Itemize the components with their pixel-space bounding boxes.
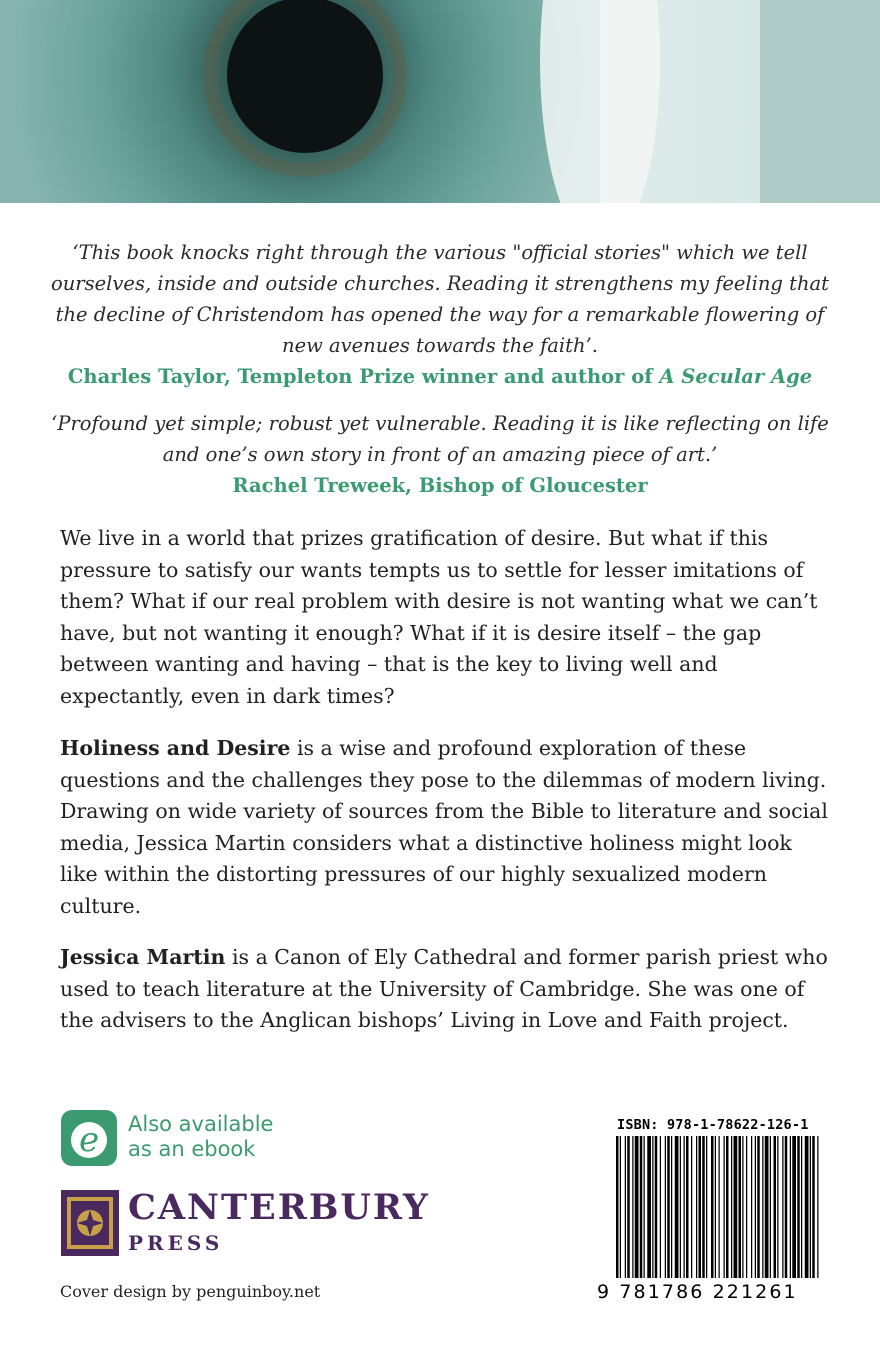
barcode-bar [691, 1136, 692, 1278]
barcode-bar [801, 1136, 802, 1278]
description-paragraph-1: We live in a world that prizes gratification of desire. But what if this pressure to satisfy our wants tempts us to settle for lesser imitations of them? What if our real problem with desire is not wanting what we can’t have, but not wanting it enough? What if it is desire itself – the gap between wanting and having – that is the key to living well and expectantly, even in dark times? [60, 526, 818, 708]
barcode-bar [746, 1136, 747, 1278]
barcode-bar [702, 1136, 705, 1278]
barcode-bar [627, 1136, 630, 1278]
barcode-bar [699, 1136, 702, 1278]
quote-1-author: Charles Taylor, Templeton Prize winner and author of [67, 365, 653, 388]
quote-1-attribution [40, 361, 840, 392]
barcode [616, 1136, 820, 1286]
barcode-bar [686, 1136, 689, 1278]
barcode-bar [742, 1136, 743, 1278]
barcode-bar [665, 1136, 666, 1278]
ebook-line-1: Also available [128, 1112, 274, 1136]
barcode-bar [644, 1136, 645, 1278]
barcode-bar [755, 1136, 756, 1278]
barcode-bar [719, 1136, 720, 1278]
author-bio [60, 942, 830, 1037]
book-title: Holiness and Desire [60, 736, 291, 760]
barcode-bar [711, 1136, 714, 1278]
description-paragraph-2 [60, 733, 830, 922]
barcode-bar [792, 1136, 796, 1278]
isbn-label: ISBN: 978-1-78622-126-1 [617, 1117, 809, 1133]
barcode-bar [696, 1136, 697, 1278]
endorsement-quote-2 [40, 408, 840, 501]
quote-1-text: ‘This book knocks right through the various "official stories" which we tell ourselves, inside and outside churches. Reading it strengthens my feeling that the decline of Christendom has opened the way for a remarkable flowering of new avenues towards the faith’. [51, 241, 829, 357]
barcode-bar [647, 1136, 651, 1278]
barcode-bar [616, 1136, 619, 1278]
author-bio-text: is a Canon of Ely Cathedral and former parish priest who used to teach literature at the University of Cambridge. She was one of the advisers to the Anglican bishops’ Living in Love and Faith project. [60, 945, 828, 1032]
barcode-bar [671, 1136, 672, 1278]
barcode-bar [817, 1136, 818, 1278]
ebook-availability [128, 1112, 273, 1162]
barcode-bar [655, 1136, 658, 1278]
barcode-bar [620, 1136, 621, 1278]
endorsement-quote-1 [40, 237, 840, 392]
barcode-bar [635, 1136, 639, 1278]
barcode-bar [715, 1136, 716, 1278]
barcode-bar [774, 1136, 777, 1278]
barcode-bar [770, 1136, 771, 1278]
barcode-bar [810, 1136, 811, 1278]
quote-2-attribution: Rachel Treweek, Bishop of Gloucester [232, 474, 648, 497]
barcode-bar [734, 1136, 738, 1278]
barcode-bar [762, 1136, 763, 1278]
barcode-bar [785, 1136, 788, 1278]
barcode-bar [640, 1136, 643, 1278]
barcode-bar [680, 1136, 681, 1278]
quote-2-text: ‘Profound yet simple; robust yet vulnerable. Reading it is like reflecting on life and one’s own story in front of an amazing piece of art.’ [51, 412, 829, 466]
ebook-badge-letter: e [78, 1120, 100, 1160]
cover-eye-photo [0, 0, 880, 203]
ebook-icon [61, 1110, 117, 1166]
barcode-bar [726, 1136, 729, 1278]
barcode-bar [790, 1136, 791, 1278]
barcode-bar [731, 1136, 732, 1278]
barcode-bar [632, 1136, 633, 1278]
ebook-line-2: as an ebook [128, 1137, 256, 1161]
barcode-bar [765, 1136, 769, 1278]
barcode-bar [777, 1136, 778, 1278]
cover-design-credit: Cover design by penguinboy.net [60, 1282, 321, 1301]
barcode-bar [812, 1136, 815, 1278]
barcode-bar [751, 1136, 752, 1278]
barcode-bar [684, 1136, 685, 1278]
barcode-bar [706, 1136, 707, 1278]
barcode-bar [667, 1136, 670, 1278]
author-name: Jessica Martin [60, 945, 226, 969]
barcode-bar [675, 1136, 679, 1278]
barcode-bar [652, 1136, 653, 1278]
publisher-emblem-icon [61, 1190, 119, 1256]
barcode-bar [782, 1136, 783, 1278]
description-paragraph-2-text: is a wise and profound exploration of these questions and the challenges they pose to the dilemmas of modern living. Drawing on wide variety of sources from the Bible to literature and social media, Jessica Martin considers what a distinctive holiness might look like within the distorting pressures of our highly sexualized modern culture. [60, 736, 828, 918]
barcode-bar [757, 1136, 760, 1278]
barcode-bar [797, 1136, 800, 1278]
barcode-bar [805, 1136, 809, 1278]
barcode-bar [625, 1136, 626, 1278]
barcode-digits: 9 781786 221261 [597, 1281, 798, 1303]
barcode-bar [660, 1136, 661, 1278]
barcode-bar [724, 1136, 725, 1278]
barcode-bar [739, 1136, 742, 1278]
publisher-name-line-1: CANTERBURY [128, 1187, 430, 1228]
publisher-name-line-2: PRESS [128, 1231, 224, 1255]
publisher-name [128, 1188, 430, 1258]
quote-1-book-title: A Secular Age [659, 365, 813, 388]
